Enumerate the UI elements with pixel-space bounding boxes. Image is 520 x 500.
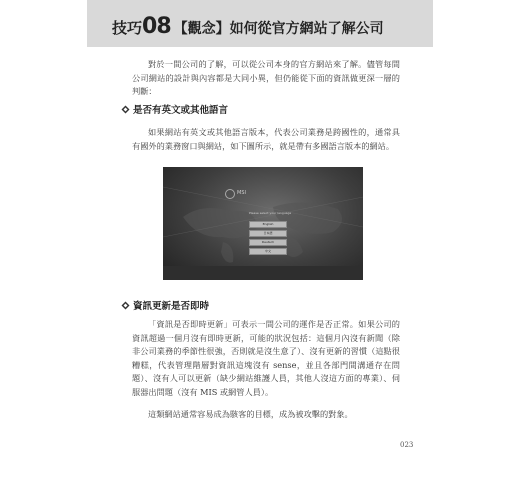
intro-paragraph: 對於一間公司的了解，可以從公司本身的官方網站來了解。儘管每間公司網站的設計與內容都是大同小異，但仍能從下面的資訊做更深一層的判斷：: [132, 59, 400, 97]
page-number: 023: [400, 441, 414, 449]
tip-prefix: 技巧: [112, 19, 143, 37]
brand-logo-text: MSI: [237, 190, 246, 196]
brand-logo-icon: [225, 189, 235, 199]
section-heading-text: 資訊更新是否即時: [133, 301, 210, 312]
closing-paragraph: 這類網站通常容易成為駭客的目標，成為被攻擊的對象。: [148, 409, 353, 419]
section-heading-update: [121, 298, 209, 312]
language-button-german[interactable]: Deutsch: [249, 239, 287, 246]
website-screenshot-figure: [163, 167, 363, 280]
figure-footer-bar: [163, 266, 363, 280]
language-button-chinese[interactable]: 中文: [249, 248, 287, 255]
tip-number: 08: [142, 14, 171, 39]
section-heading-text: 是否有英文或其他語言: [133, 105, 229, 116]
language-button-japanese[interactable]: 日本語: [249, 230, 287, 237]
diamond-bullet-icon: [121, 105, 130, 114]
diamond-bullet-icon: [121, 301, 130, 310]
section-paragraph: 「資訊是否即時更新」可表示一間公司的運作是否正常。如果公司的資訊超過一個月沒有即時更新，可能的狀況包括：這個月內沒有新聞（除非公司業務的季節性很強，否則就是沒生意了）、沒有更新的習慣（這點很糟糕，代表管理階層對資訊這塊沒有 sense，並且各部門間溝通存在問題）、沒有人可以更新（缺少網站維護人員，其他人沒這方面的專業）、伺服器出問題（沒有 MIS 或網管人員）。: [132, 319, 400, 397]
section-heading-language: [121, 102, 228, 116]
page-title: [112, 14, 384, 38]
language-button-english[interactable]: English: [249, 221, 287, 228]
language-prompt: Please select your language: [249, 211, 292, 215]
tip-title: 【觀念】如何從官方網站了解公司: [173, 21, 384, 37]
section-paragraph: 如果網站有英文或其他語言版本，代表公司業務是跨國性的，通常具有國外的業務窗口與網站，如下圖所示，就是帶有多國語言版本的網站。: [132, 127, 400, 151]
